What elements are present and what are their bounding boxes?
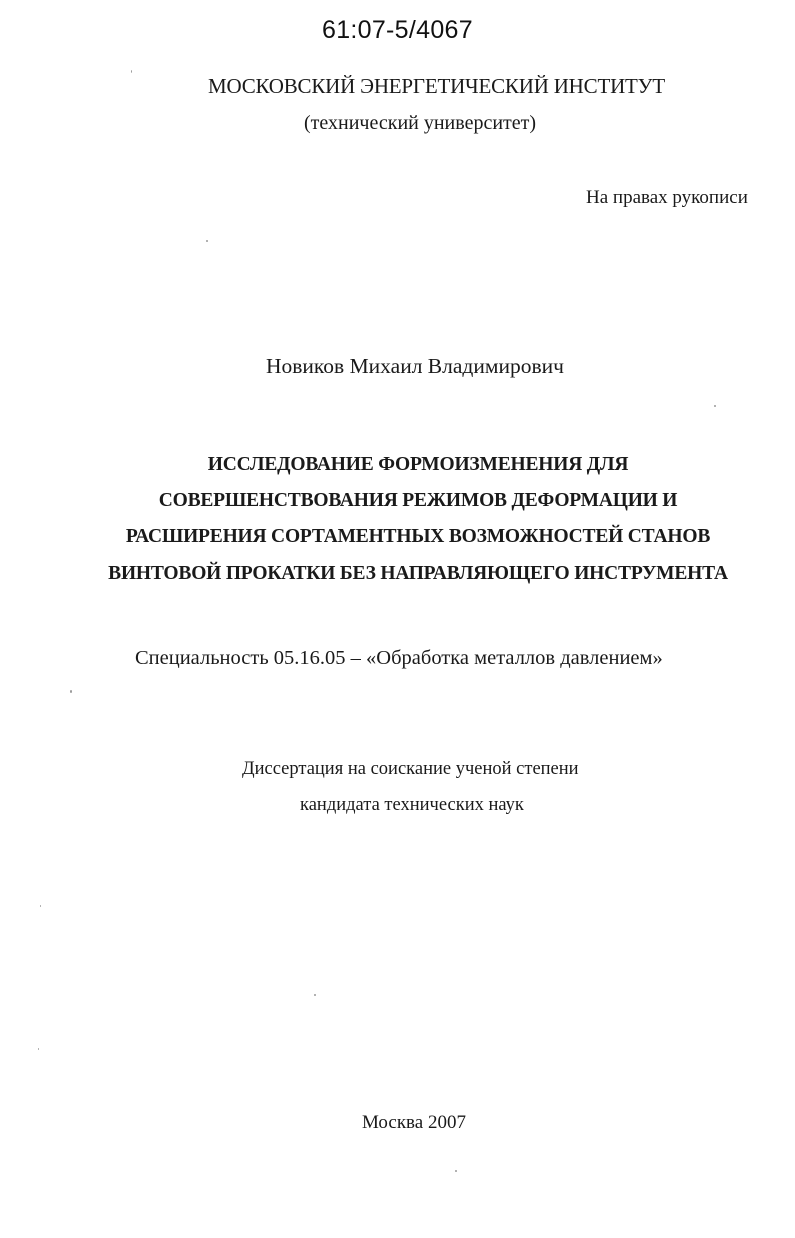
thesis-degree-line-1: Диссертация на соискание ученой степени bbox=[242, 759, 579, 779]
institute-name: МОСКОВСКИЙ ЭНЕРГЕТИЧЕСКИЙ ИНСТИТУТ bbox=[208, 74, 665, 98]
scan-speck bbox=[70, 690, 72, 693]
scan-speck bbox=[314, 994, 316, 996]
thesis-degree-line-2: кандидата технических наук bbox=[300, 795, 524, 815]
specialty: Специальность 05.16.05 – «Обработка металлов давлением» bbox=[135, 647, 663, 669]
dissertation-title-line-3: РАСШИРЕНИЯ СОРТАМЕНТНЫХ ВОЗМОЖНОСТЕЙ СТАНОВ bbox=[125, 526, 711, 547]
dissertation-title-line-1: ИССЛЕДОВАНИЕ ФОРМОИЗМЕНЕНИЯ ДЛЯ bbox=[207, 454, 629, 475]
scan-speck bbox=[206, 240, 208, 242]
scan-speck bbox=[714, 405, 716, 407]
rights-notice: На правах рукописи bbox=[586, 187, 748, 208]
dissertation-title-line-4: ВИНТОВОЙ ПРОКАТКИ БЕЗ НАПРАВЛЯЮЩЕГО ИНСТРУМЕНТА bbox=[108, 563, 728, 584]
scan-speck bbox=[40, 905, 41, 907]
city-year: Москва 2007 bbox=[362, 1112, 466, 1133]
institute-subtitle: (технический университет) bbox=[304, 112, 537, 134]
scan-speck bbox=[38, 1048, 39, 1050]
scan-speck bbox=[131, 70, 132, 73]
author-name: Новиков Михаил Владимирович bbox=[266, 354, 564, 378]
dissertation-title-line-2: СОВЕРШЕНСТВОВАНИЯ РЕЖИМОВ ДЕФОРМАЦИИ И bbox=[158, 490, 678, 511]
scan-speck bbox=[455, 1170, 457, 1172]
catalog-number: 61:07-5/4067 bbox=[322, 16, 473, 44]
